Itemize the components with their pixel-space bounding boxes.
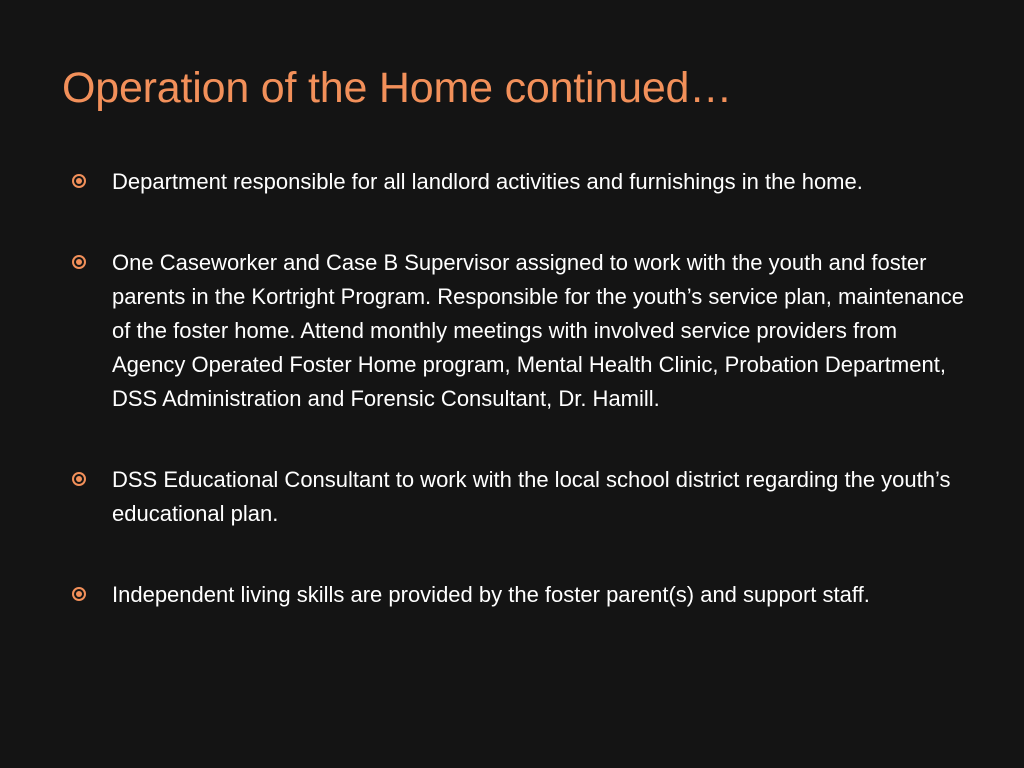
radio-dot-icon (72, 174, 86, 188)
bullet-text: One Caseworker and Case B Supervisor assigned to work with the youth and foster parents in the Kortright Program. Responsible for the youth’s service plan, maintenance of the foster home. Attend monthly meetings with involved service providers from Agency Operated Foster Home program, Mental Health Clinic, Probation Department, DSS Administration and Forensic Consultant, Dr. Hamill. (112, 250, 964, 411)
radio-dot-icon (72, 472, 86, 486)
bullet-item (72, 578, 972, 612)
bullet-item (72, 463, 972, 531)
bullet-text: Department responsible for all landlord activities and furnishings in the home. (112, 169, 863, 194)
radio-dot-icon (72, 255, 86, 269)
slide-title: Operation of the Home continued… (62, 64, 733, 112)
bullet-item (72, 246, 972, 416)
radio-dot-icon (72, 587, 86, 601)
bullet-text: DSS Educational Consultant to work with the local school district regarding the youth’s educational plan. (112, 467, 951, 526)
bullet-list (72, 165, 972, 612)
bullet-item (72, 165, 972, 199)
bullet-text: Independent living skills are provided by the foster parent(s) and support staff. (112, 582, 870, 607)
